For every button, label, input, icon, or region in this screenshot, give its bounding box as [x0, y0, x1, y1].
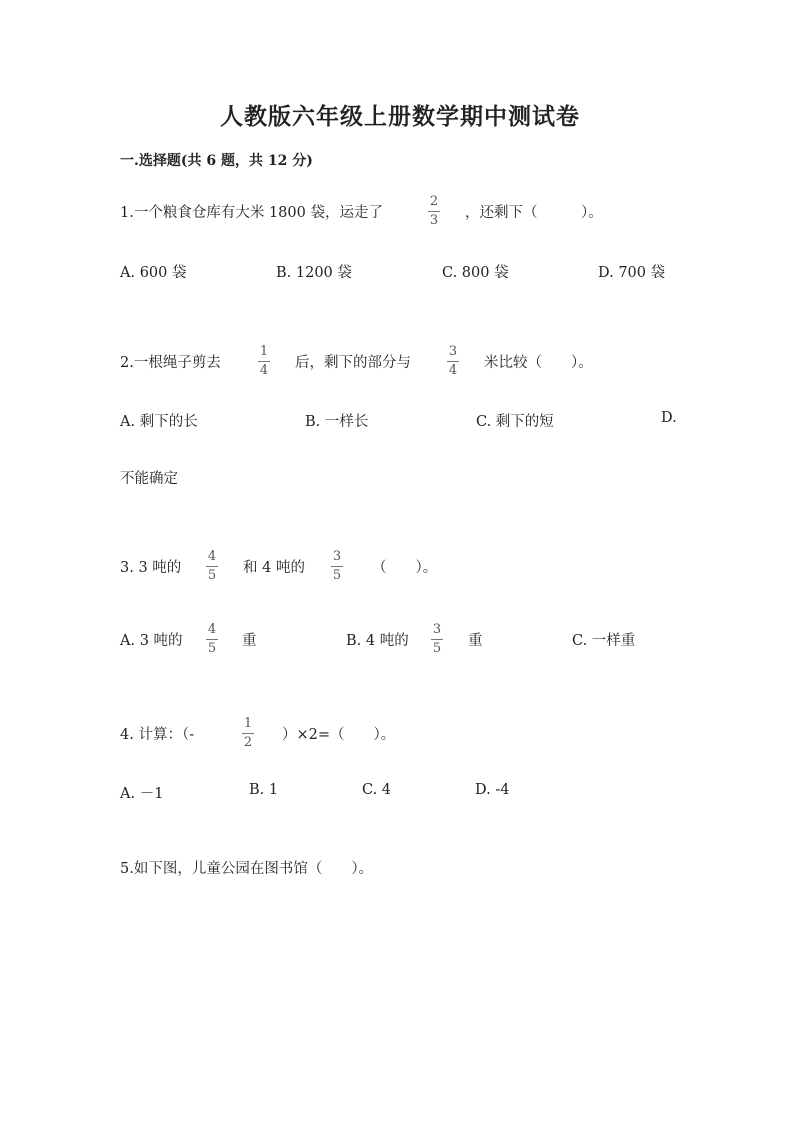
fraction-numerator: 2 — [429, 194, 439, 209]
question-2-option-b: B. 一样长 — [305, 414, 369, 430]
fraction-denominator: 3 — [429, 213, 439, 228]
fraction-denominator: 5 — [207, 568, 217, 583]
question-4-stem-b: ）×2=（ ）。 — [282, 727, 396, 743]
fraction-bar — [428, 211, 440, 212]
fraction-numerator: 1 — [243, 716, 253, 731]
question-4-stem-a: 4. 计算：（- — [120, 727, 195, 743]
fraction-denominator: 4 — [448, 363, 458, 378]
question-2-option-d-continued: 不能确定 — [120, 471, 178, 487]
fraction-bar — [242, 733, 254, 734]
section-heading: 一.选择题(共 6 题，共 12 分) — [120, 153, 313, 169]
fraction-numerator: 4 — [207, 549, 217, 564]
question-1-stem-b: ，还剩下（ ）。 — [465, 205, 603, 221]
fraction-denominator: 2 — [243, 735, 253, 750]
question-2-fraction-1 — [258, 345, 270, 378]
question-1-option-d: D. 700 袋 — [598, 265, 666, 281]
question-3-stem-a: 3. 3 吨的 — [120, 560, 182, 576]
question-3-option-c: C. 一样重 — [572, 633, 636, 649]
question-4-option-c: C. 4 — [362, 782, 392, 798]
fraction-bar — [206, 639, 218, 640]
question-1-option-a: A. 600 袋 — [120, 265, 187, 281]
question-2-option-a: A. 剩下的长 — [120, 414, 198, 430]
fraction-bar — [206, 566, 218, 567]
question-3-option-a: A. 3 吨的 — [120, 633, 183, 649]
question-3-fraction-2 — [331, 550, 343, 583]
fraction-bar — [258, 361, 270, 362]
question-2-stem-b: 后，剩下的部分与 — [295, 355, 411, 371]
page-title: 人教版六年级上册数学期中测试卷 — [220, 103, 580, 130]
question-2-fraction-2 — [447, 345, 459, 378]
fraction-denominator: 5 — [207, 641, 217, 656]
question-4-option-d: D. -4 — [475, 782, 510, 798]
fraction-denominator: 5 — [332, 568, 342, 583]
question-3-option-a-tail: 重 — [242, 633, 257, 649]
fraction-bar — [447, 361, 459, 362]
question-1-stem-a: 1.一个粮食仓库有大米 1800 袋，运走了 — [120, 205, 383, 221]
fraction-bar — [431, 639, 443, 640]
question-3-stem-c: （ ）。 — [372, 560, 438, 576]
question-2-stem-c: 米比较（ ）。 — [484, 355, 593, 371]
question-3-option-a-fraction — [206, 623, 218, 656]
question-1-option-c: C. 800 袋 — [442, 265, 509, 281]
question-5-stem: 5.如下图，儿童公园在图书馆（ ）。 — [120, 861, 374, 877]
question-2-option-d: D. — [661, 410, 677, 426]
question-3-option-b: B. 4 吨的 — [346, 633, 409, 649]
question-4-option-b: B. 1 — [249, 782, 279, 798]
fraction-numerator: 3 — [332, 549, 342, 564]
question-1-option-b: B. 1200 袋 — [276, 265, 352, 281]
question-2-option-c: C. 剩下的短 — [476, 414, 554, 430]
question-3-option-b-fraction — [431, 623, 443, 656]
question-4-option-a: A. －1 — [120, 786, 164, 802]
question-1-fraction — [428, 195, 440, 228]
question-3-option-b-tail: 重 — [468, 633, 483, 649]
question-4-fraction — [242, 717, 254, 750]
fraction-numerator: 3 — [448, 344, 458, 359]
question-3-stem-b: 和 4 吨的 — [243, 560, 305, 576]
fraction-numerator: 4 — [207, 622, 217, 637]
fraction-denominator: 5 — [432, 641, 442, 656]
question-2-stem-a: 2.一根绳子剪去 — [120, 355, 221, 371]
fraction-bar — [331, 566, 343, 567]
fraction-denominator: 4 — [259, 363, 269, 378]
fraction-numerator: 1 — [259, 344, 269, 359]
fraction-numerator: 3 — [432, 622, 442, 637]
question-3-fraction-1 — [206, 550, 218, 583]
